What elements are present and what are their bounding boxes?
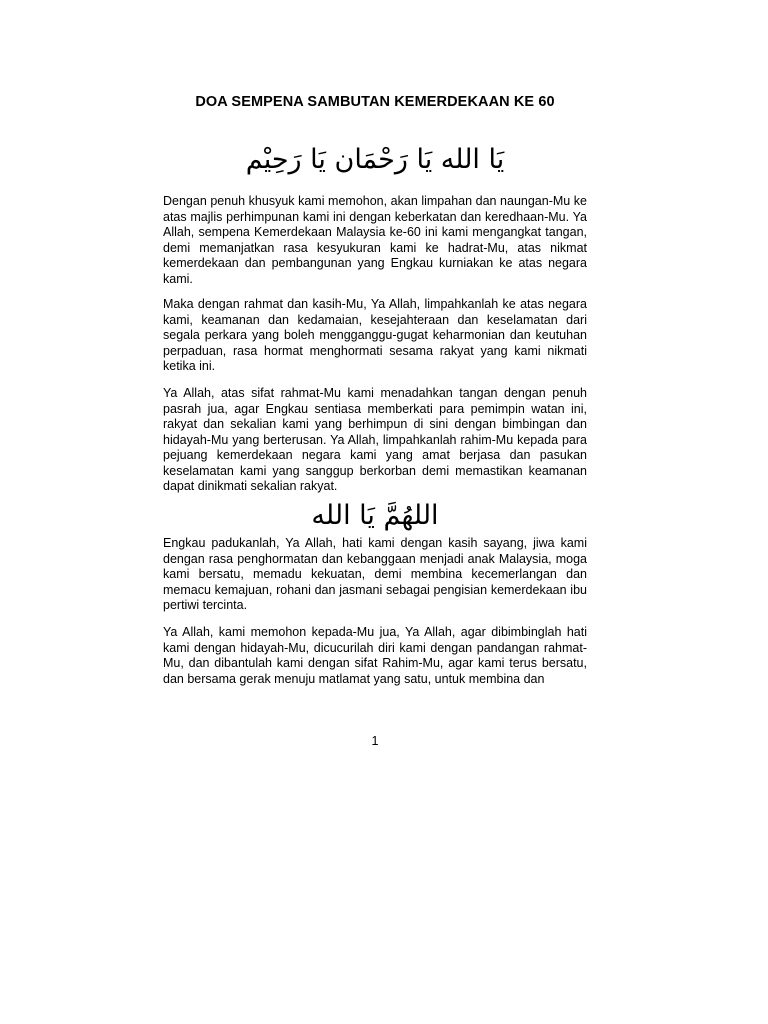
arabic-invocation-heading: يَا الله يَا رَحْمَان يَا رَحِيْم (245, 144, 505, 175)
paragraph-2: Maka dengan rahmat dan kasih-Mu, Ya Allah, limpahkanlah ke atas negara kami, keamanan dan kedamaian, kesejahteraan dan keselamatan dari segala perkara yang boleh mengganggu-gugat keharmonian dan keutuhan perpaduan, rasa hormat menghormati sesama rakyat yang kami nikmati ketika ini. (163, 297, 587, 373)
paragraph-5: Ya Allah, kami memohon kepada-Mu jua, Ya Allah, agar dibimbinglah hati kami dengan hidayah-Mu, dicucurilah diri kami dengan pandangan rahmat-Mu, dan dibantulah kami dengan sifat Rahim-Mu, agar kami terus bersatu, dan bersama gerak menuju matlamat yang satu, untuk membina dan (163, 625, 587, 686)
paragraph-1: Dengan penuh khusyuk kami memohon, akan limpahan dan naungan-Mu ke atas majlis perhimpunan kami ini dengan keberkatan dan keredhaan-Mu. Ya Allah, sempena Kemerdekaan Malaysia ke-60 ini kami mengangkat tangan, demi memanjatkan rasa kesyukuran kami ke hadrat-Mu, atas nikmat kemerdekaan dan pembangunan yang Engkau kurniakan ke atas negara kami. (163, 194, 587, 286)
page-number: 1 (371, 734, 379, 748)
document-title: DOA SEMPENA SAMBUTAN KEMERDEKAAN KE 60 (195, 94, 555, 110)
paragraph-3: Ya Allah, atas sifat rahmat-Mu kami menadahkan tangan dengan penuh pasrah jua, agar Engkau sentiasa memberkati para pemimpin watan ini, rakyat dan sekalian kami yang berhimpun di sini dengan bimbingan dan hidayah-Mu yang berterusan. Ya Allah, limpahkanlah rahim-Mu kepada para pejuang kemerdekaan negara kami yang amat berjasa dan pasukan keselamatan kami yang sanggup berkorban demi memastikan keamanan dapat dinikmati sekalian rakyat. (163, 386, 587, 493)
paragraph-4: Engkau padukanlah, Ya Allah, hati kami dengan kasih sayang, jiwa kami dengan rasa penghormatan dan kebanggaan menjadi anak Malaysia, moga kami bersatu, memadu kekuatan, demi membina kecemerlangan dan memacu kemajuan, rohani dan jasmani sebagai pengisian kemerdekaan ibu pertiwi tercinta. (163, 536, 587, 612)
arabic-allahumma-heading: اللهُمَّ يَا الله (311, 500, 439, 531)
